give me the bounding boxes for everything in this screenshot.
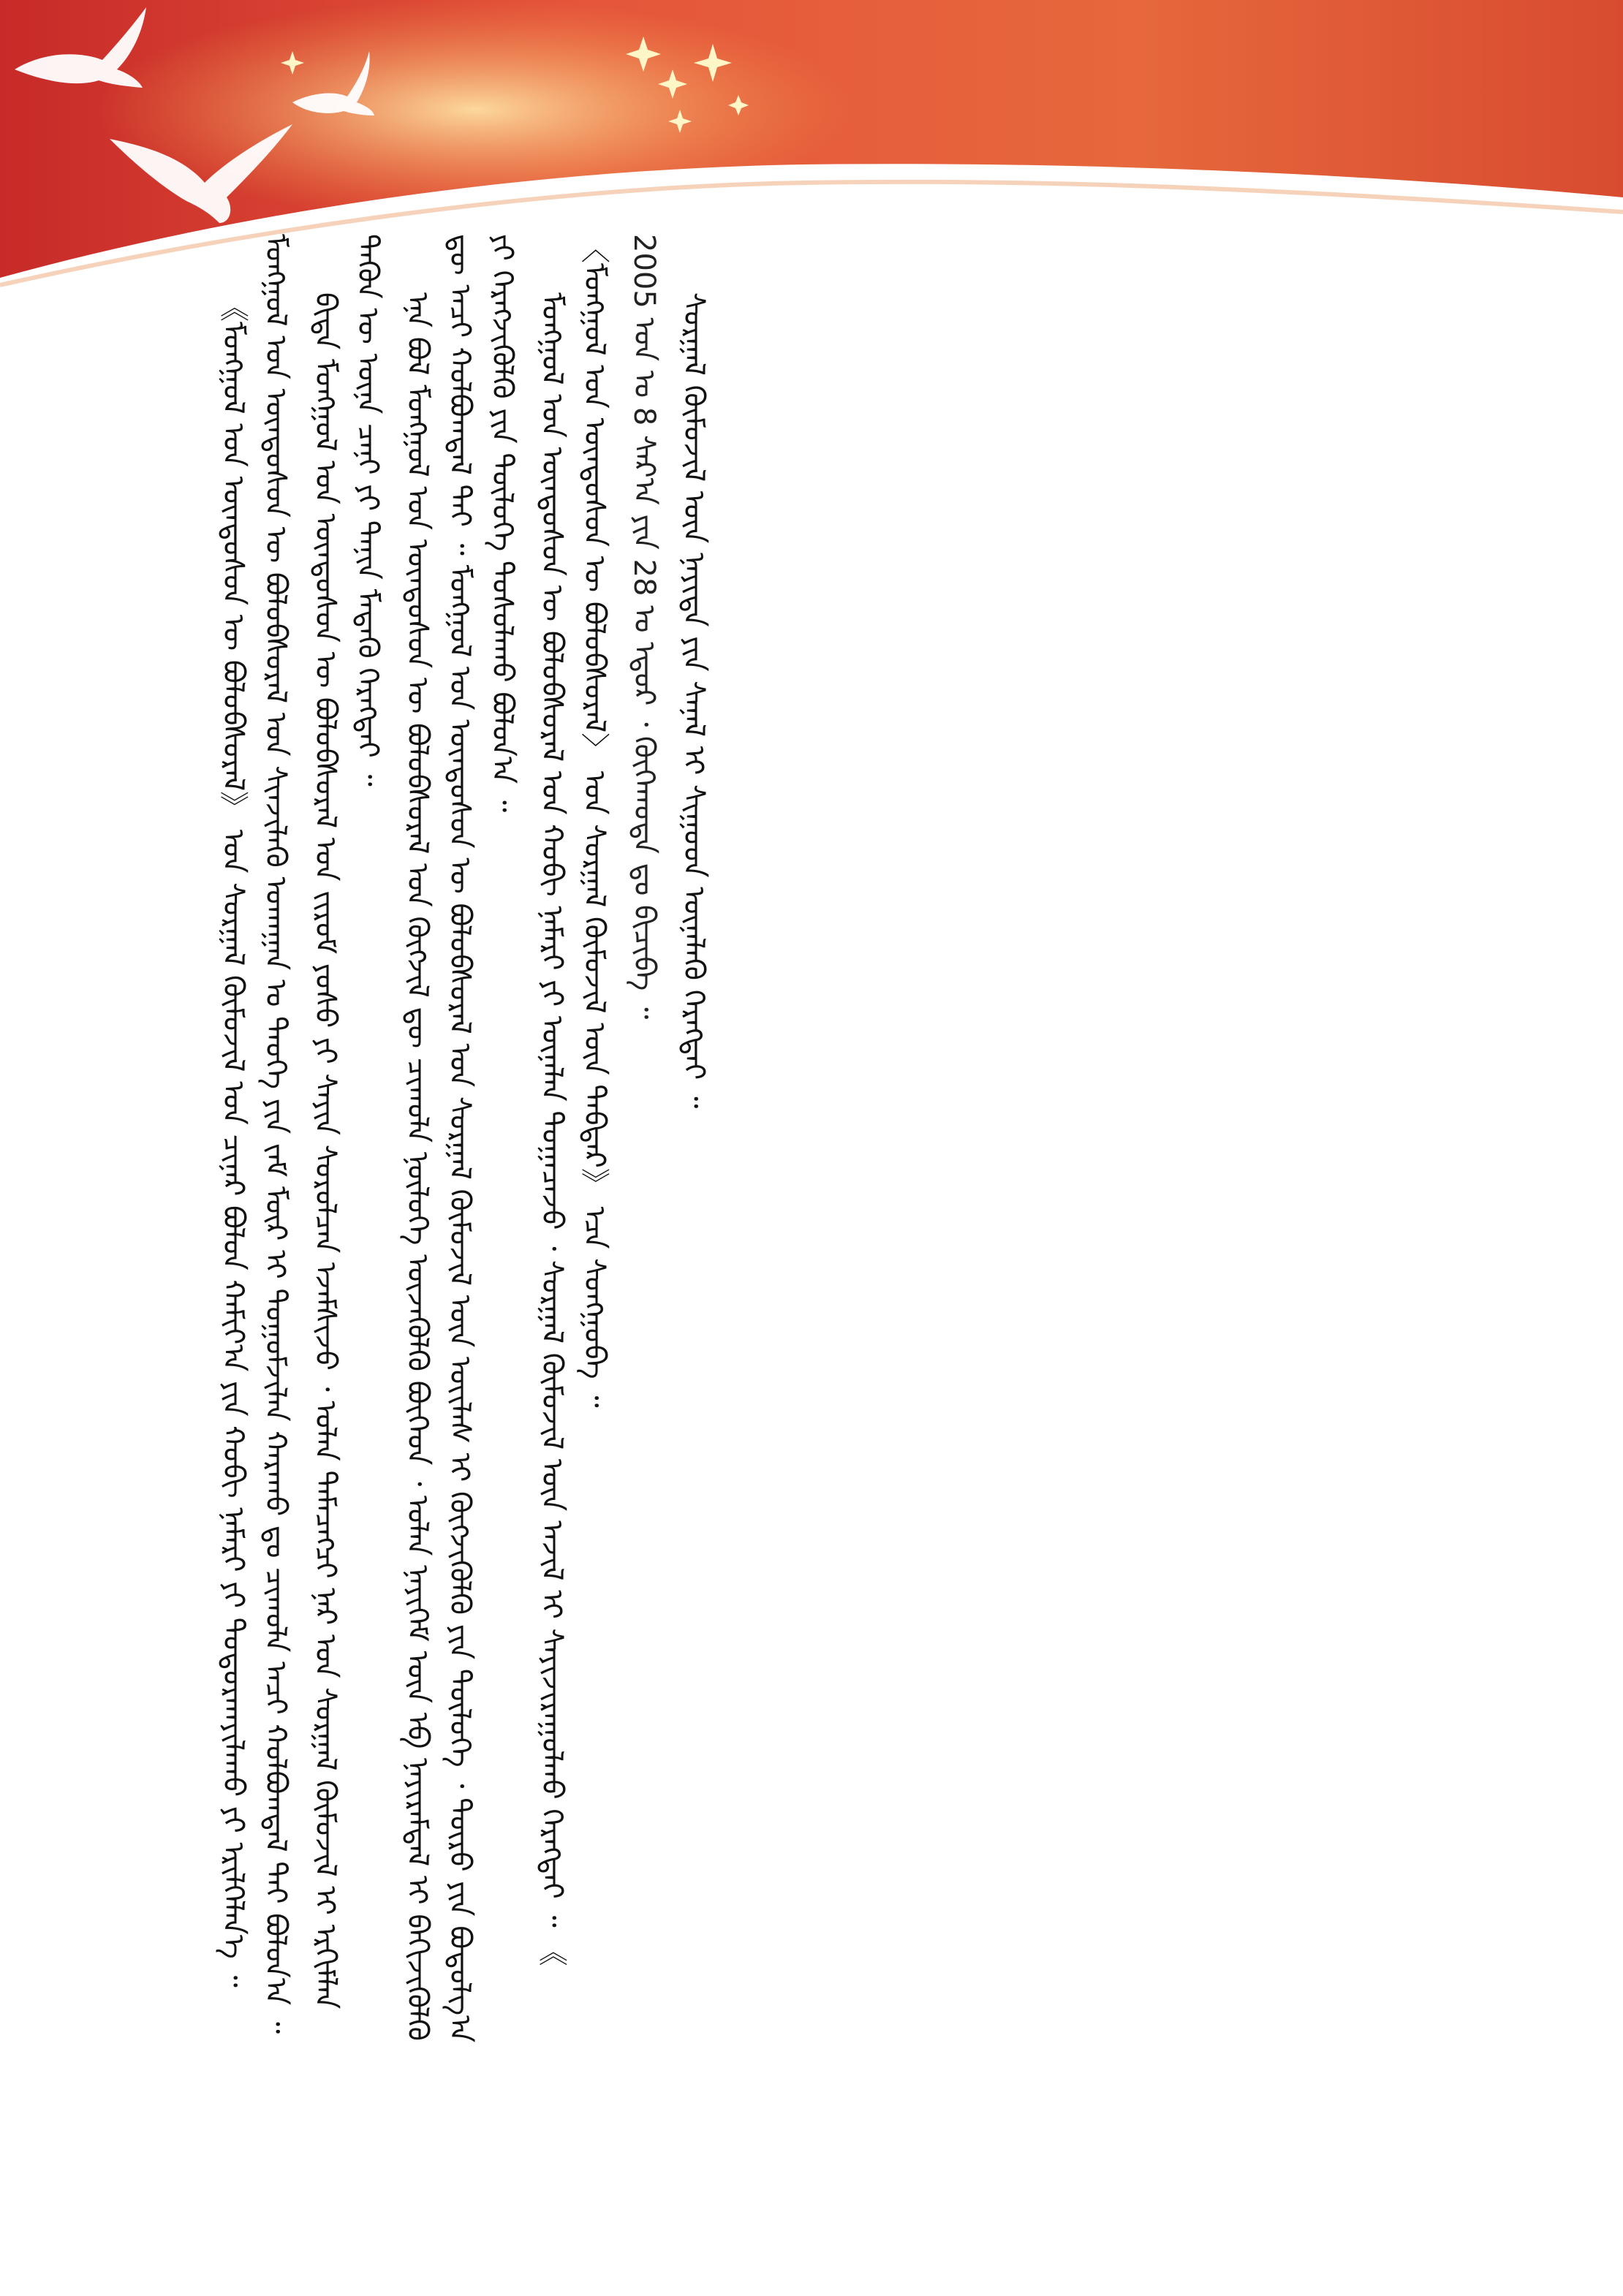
document-date: 2005 ᠣᠨ ᠤ 8 ᠰᠠᠷ᠎ᠠ ᠶᠢᠨ 28 ᠤ ᠡᠳᠦᠷ ᠂ ᠬᠥᠬᠡᠬᠣᠲᠠ ᠳᠤ ᠪᠢᠴᠢᠪᠡ ᠃ bbox=[627, 234, 661, 1020]
paragraph-4: ᠮᠣᠩᠭᠣᠯ ᠤᠨ ᠦᠨᠳᠦᠰᠦᠨ ᠦ ᠪᠤᠯᠤᠪᠰᠤᠷᠠᠯ ᠤᠨ ᠬᠤᠪᠢ ᠨᠡᠮᠡᠷᠢ ᠶᠢ ᠦᠨᠡᠯᠡᠨ ᠲᠣᠭᠠᠴᠠᠵᠤ ᠂ ᠰᠤᠷᠭᠠᠯ ᠬᠦᠮᠦᠵᠢᠯ ᠦᠨ ᠠᠵᠢᠯ ᠢ ᠰᠠᠶᠢᠵᠢᠷᠠᠭᠤᠯᠬᠤ ᠬᠡᠷᠡᠭᠲᠡᠶ ᠃ 《 〈ᠮᠣᠩᠭᠣᠯ ᠤᠨ ᠦᠨᠳᠦᠰᠦᠨ ᠦ ᠪᠤᠯᠤᠪᠰᠤᠷᠠᠯ〉 ᠤᠨ ᠰᠤᠷᠭᠠᠯ ᠬᠦᠮᠦᠵᠢᠯ ᠦᠨ ᠳᠡᠪᠲᠡᠷ》 ᠡᠴᠡ ᠰᠤᠨᠭᠭᠣᠪᠠ ᠃ bbox=[535, 234, 611, 1966]
closing-paragraph: ᠰᠤᠷᠭᠠᠯ ᠬᠦᠮᠦᠵᠢᠯ ᠦᠨ ᠨᠡᠶᠢᠲᠡ ᠶᠢᠨ ᠰᠠᠨᠠᠯ ᠢ ᠰᠢᠭᠤᠳ ᠦᠨᠡᠯᠡᠬᠦ ᠬᠡᠷᠡᠭᠲᠡᠶ ᠃ bbox=[677, 292, 711, 1109]
paragraph-2: ᠪᠢᠳᠡ ᠮᠣᠩᠭᠣᠯ ᠤᠨ ᠦᠨᠳᠦᠰᠦᠨ ᠦ ᠪᠤᠯᠤᠪᠰᠤᠷᠠᠯ ᠤᠨ ᠵᠢᠷᠤᠮ ᠶᠣᠰᠤ ᠶᠢ ᠰᠠᠶᠢᠨ ᠰᠤᠷᠤᠯᠴᠠᠨ ᠡᠵᠡᠮᠰᠢᠵᠦ ᠂ ᠣᠯᠠᠨ ᠲᠡᠮᠡᠴᠡᠭᠴᠢ ᠨᠠᠷ ᠤᠨ ᠰᠤᠷᠭᠠᠯ ᠬᠦᠮᠦᠵᠢᠯ ᠢ ᠡᠷᠬᠢᠮᠯᠡᠨ ᠲᠡᠭᠦᠨ ᠦ ᠦᠨᠡ ᠴᠡᠨᠢ ᠶᠢ ᠲᠠᠨᠢᠨ ᠮᠡᠳᠡᠬᠦ ᠬᠡᠷᠡᠭᠲᠡᠶ ᠃ bbox=[309, 234, 385, 2009]
paragraph-3: ᠡᠨᠡ ᠪᠣᠯ ᠮᠣᠩᠭᠣᠯ ᠤᠨ ᠦᠨᠳᠦᠰᠦᠨ ᠦ ᠪᠤᠯᠤᠪᠰᠤᠷᠠᠯ ᠤᠨ ᠬᠦᠭᠵᠢᠯ ᠳᠦ ᠴᠢᠬᠤᠯᠠ ᠨᠥᠯᠦᠭᠡ ᠦᠵᠡᠭᠦᠯᠬᠦ ᠪᠥᠭᠡᠳ ᠂ ᠣᠯᠠᠨ ᠨᠡᠶᠢᠭᠡᠮ ᠦᠨ ᠡᠪ ᠨᠠᠶᠢᠷᠠᠮᠳᠠᠯ ᠢ ᠪᠡᠬᠢᠵᠢᠭᠦᠯᠬᠦ ᠳᠦ ᠠᠴᠢ ᠬᠣᠯᠪᠣᠭᠳᠠᠯ ᠲᠠᠢ ᠃ ᠮᠣᠩᠭᠣᠯ ᠤᠨ ᠦᠨᠳᠦᠰᠦᠨ ᠦ ᠪᠤᠯᠤᠪᠰᠤᠷᠠᠯ ᠤᠨ ᠰᠤᠷᠭᠠᠯ ᠬᠦᠮᠦᠵᠢᠯ ᠦᠨ ᠦᠢᠯᠡᠰ ᠢ ᠬᠥᠭᠵᠢᠭᠦᠯᠬᠦ ᠶᠢᠨ ᠲᠥᠯᠦᠭᠡ ᠂ ᠲᠥᠷᠥ ᠶᠢᠨ ᠪᠣᠳᠣᠯᠭ᠎ᠠ ᠶᠢ ᠬᠡᠷᠡᠭᠵᠢᠭᠦᠯᠬᠦ ᠶᠢᠨ ᠲᠥᠯᠦᠭᠡ ᠲᠤᠰᠤᠯᠠᠬᠤ ᠪᠣᠯᠣᠨ᠎ᠠ ᠃ bbox=[401, 234, 519, 2043]
document-body bbox=[205, 234, 1418, 2061]
paragraph-1: 《ᠮᠣᠩᠭᠣᠯ ᠤᠨ ᠦᠨᠳᠦᠰᠦᠨ ᠦ ᠪᠤᠯᠤᠪᠰᠤᠷᠠᠯ》 ᠤᠨ ᠰᠤᠷᠭᠠᠯ ᠬᠦᠮᠦᠵᠢᠯ ᠤᠨ ᠴᠢᠨᠠᠷ ᠪᠣᠯᠣᠨ ᠬᠠᠮᠢᠶ᠎ᠠ ᠶᠢᠨ ᠬᠤᠪᠢ ᠨᠡᠮᠡᠷᠢ ᠶᠢ ᠲᠣᠳᠤᠷᠬᠠᠶᠢᠯᠠᠬᠤ ᠶᠢ ᠡᠷᠢᠯᠬᠡᠯᠡᠨ᠎ᠡ ᠃ ᠮᠣᠩᠭᠣᠯ ᠤᠨ ᠦᠨᠳᠦᠰᠦᠨ ᠦ ᠪᠤᠯᠤᠪᠰᠤᠷᠠᠯ ᠤᠨ ᠰᠢᠨᠵᠢᠯᠡᠬᠦ ᠤᠬᠠᠭᠠᠨ ᠤ ᠲᠡᠦᠬᠡ ᠶᠢᠨ ᠵᠠᠮ ᠮᠥᠷ ᠢ ᠲᠣᠭᠣᠮᠵᠢᠯᠠᠨ ᠬᠠᠷᠠᠬᠤ ᠳᠤ ᠴᠢᠬᠤᠯᠠ ᠠᠴᠢ ᠬᠣᠯᠪᠣᠭᠳᠠᠯ ᠲᠠᠢ ᠪᠣᠯᠤᠨ᠎ᠠ ᠃ bbox=[216, 234, 292, 2034]
